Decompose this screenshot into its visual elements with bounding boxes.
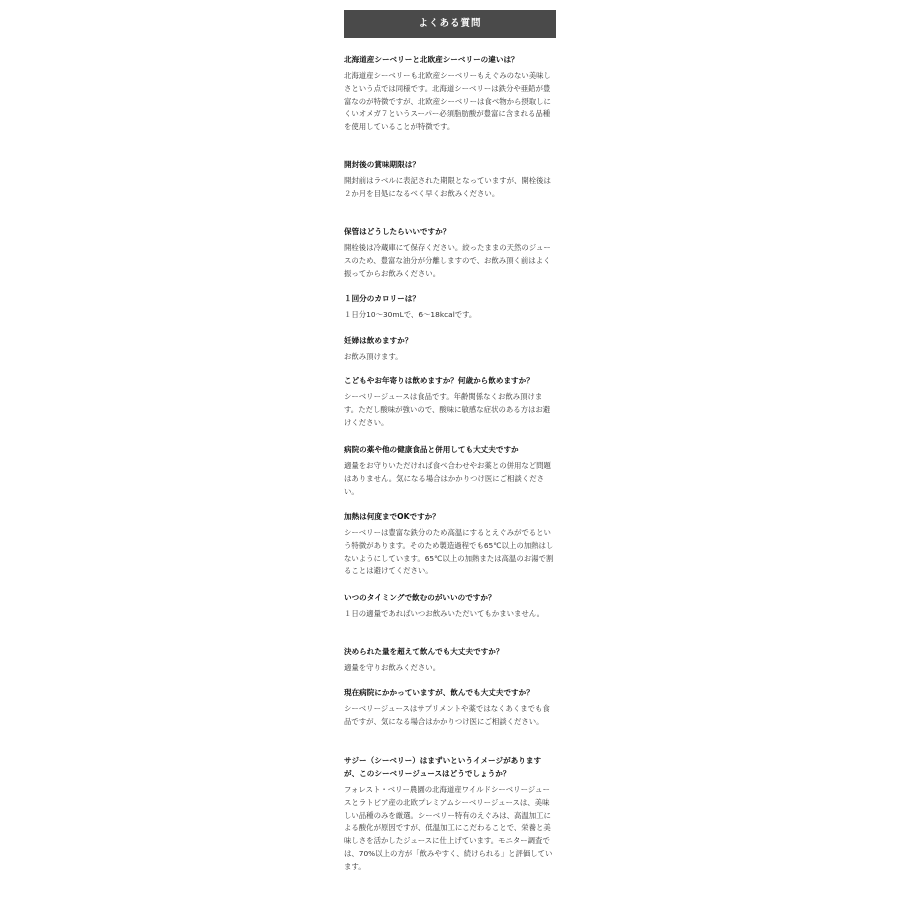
faq-answer: フォレスト・ベリー農園の北海道産ワイルドシーベリージュースとラトビア産の北欧プレミアムシーベリージュースは、美味しい品種のみを厳選。シーベリー特有のえぐみは、高温加工による酸化が原因ですが、低温加工にこだわることで、栄養と美味しさを活かしたジュースに仕上げています。モニター調査では、70%以上の方が「飲みやすく、続けられる」と評価しています。 (344, 785, 553, 871)
faq-answer: １日分10〜30mLで、6〜18kcalです。 (344, 310, 477, 319)
faq-title: よくある質問 (418, 18, 482, 29)
faq-item (344, 645, 556, 675)
faq-item (344, 292, 556, 322)
faq-answer: シーベリージュースはサプリメントや薬ではなくあくまでも食品ですが、気になる場合はかかりつけ医にご相談ください。 (344, 704, 550, 726)
faq-question: 決められた量を超えて飲んでも大丈夫ですか？ (344, 647, 504, 656)
faq-question: サジー（シーベリー）はまずいというイメージがありますが、このシーベリージュースはどうでしょうか？ (344, 756, 542, 778)
faq-item (344, 591, 556, 621)
faq-question: 北海道産シーベリーと北欧産シーベリーの違いは？ (344, 55, 519, 64)
faq-answer: 適量をお守りいただければ食べ合わせやお薬との併用など問題はありません。気になる場合はかかりつけ医にご相談ください。 (344, 461, 551, 496)
faq-answer: 適量を守りお飲みください。 (344, 663, 441, 672)
faq-item (344, 374, 556, 429)
faq-answer: シーベリーは豊富な鉄分のため高温にするとえぐみがでるという特徴があります。そのため製造過程でも65℃以上の加熱はしないようにしています。65℃以上の加熱または高温のお湯で割ることは避けてください。 (344, 528, 554, 576)
faq-question: 開封後の賞味期限は？ (344, 160, 420, 169)
faq-item (344, 510, 556, 578)
faq-item (344, 443, 556, 498)
faq-question: １回分のカロリーは？ (344, 294, 420, 303)
faq-answer: １日の適量であればいつお飲みいただいてもかまいません。 (344, 609, 544, 618)
faq-section (344, 10, 556, 871)
faq-question: 加熱は何度までOKですか？ (344, 512, 440, 521)
faq-question: 妊婦は飲めますか？ (344, 336, 413, 345)
faq-question: 保管はどうしたらいいですか？ (344, 227, 451, 236)
faq-question: こどもやお年寄りは飲めますか？何歳から飲めますか？ (344, 376, 534, 385)
faq-item (344, 754, 556, 874)
faq-answer: 北海道産シーベリーも北欧産シーベリーもえぐみのない美味しさという点では同様です。北海道シーベリーは鉄分や亜鉛が豊富なのが特徴ですが、北欧産シーベリーは食べ物から摂取しにくいオメガ７というスーパー必須脂肪酸が豊富に含まれる品種を使用していることが特徴です。 (344, 71, 551, 132)
faq-header (344, 10, 556, 38)
faq-item (344, 686, 556, 729)
faq-item (344, 225, 556, 280)
faq-answer: お飲み頂けます。 (344, 352, 403, 361)
faq-question: 病院の薬や他の健康食品と併用しても大丈夫ですか (344, 445, 519, 454)
faq-answer: 開封前はラベルに表記された期限となっていますが、開栓後は２か月を目処になるべく早くお飲みください。 (344, 176, 551, 198)
faq-item (344, 158, 556, 201)
faq-item (344, 334, 556, 364)
faq-answer: 開栓後は冷蔵庫にて保存ください。絞ったままの天然のジュースのため、豊富な油分が分離しますので、お飲み頂く前はよく振ってからお飲みください。 (344, 243, 551, 278)
faq-question: いつのタイミングで飲むのがいいのですか？ (344, 593, 496, 602)
faq-item (344, 53, 556, 134)
faq-question: 現在病院にかかっていますが、飲んでも大丈夫ですか？ (344, 688, 534, 697)
faq-answer: シーベリージュースは食品です。年齢関係なくお飲み頂けます。ただし酸味が強いので、酸味に敏感な症状のある方はお避けください。 (344, 392, 551, 427)
